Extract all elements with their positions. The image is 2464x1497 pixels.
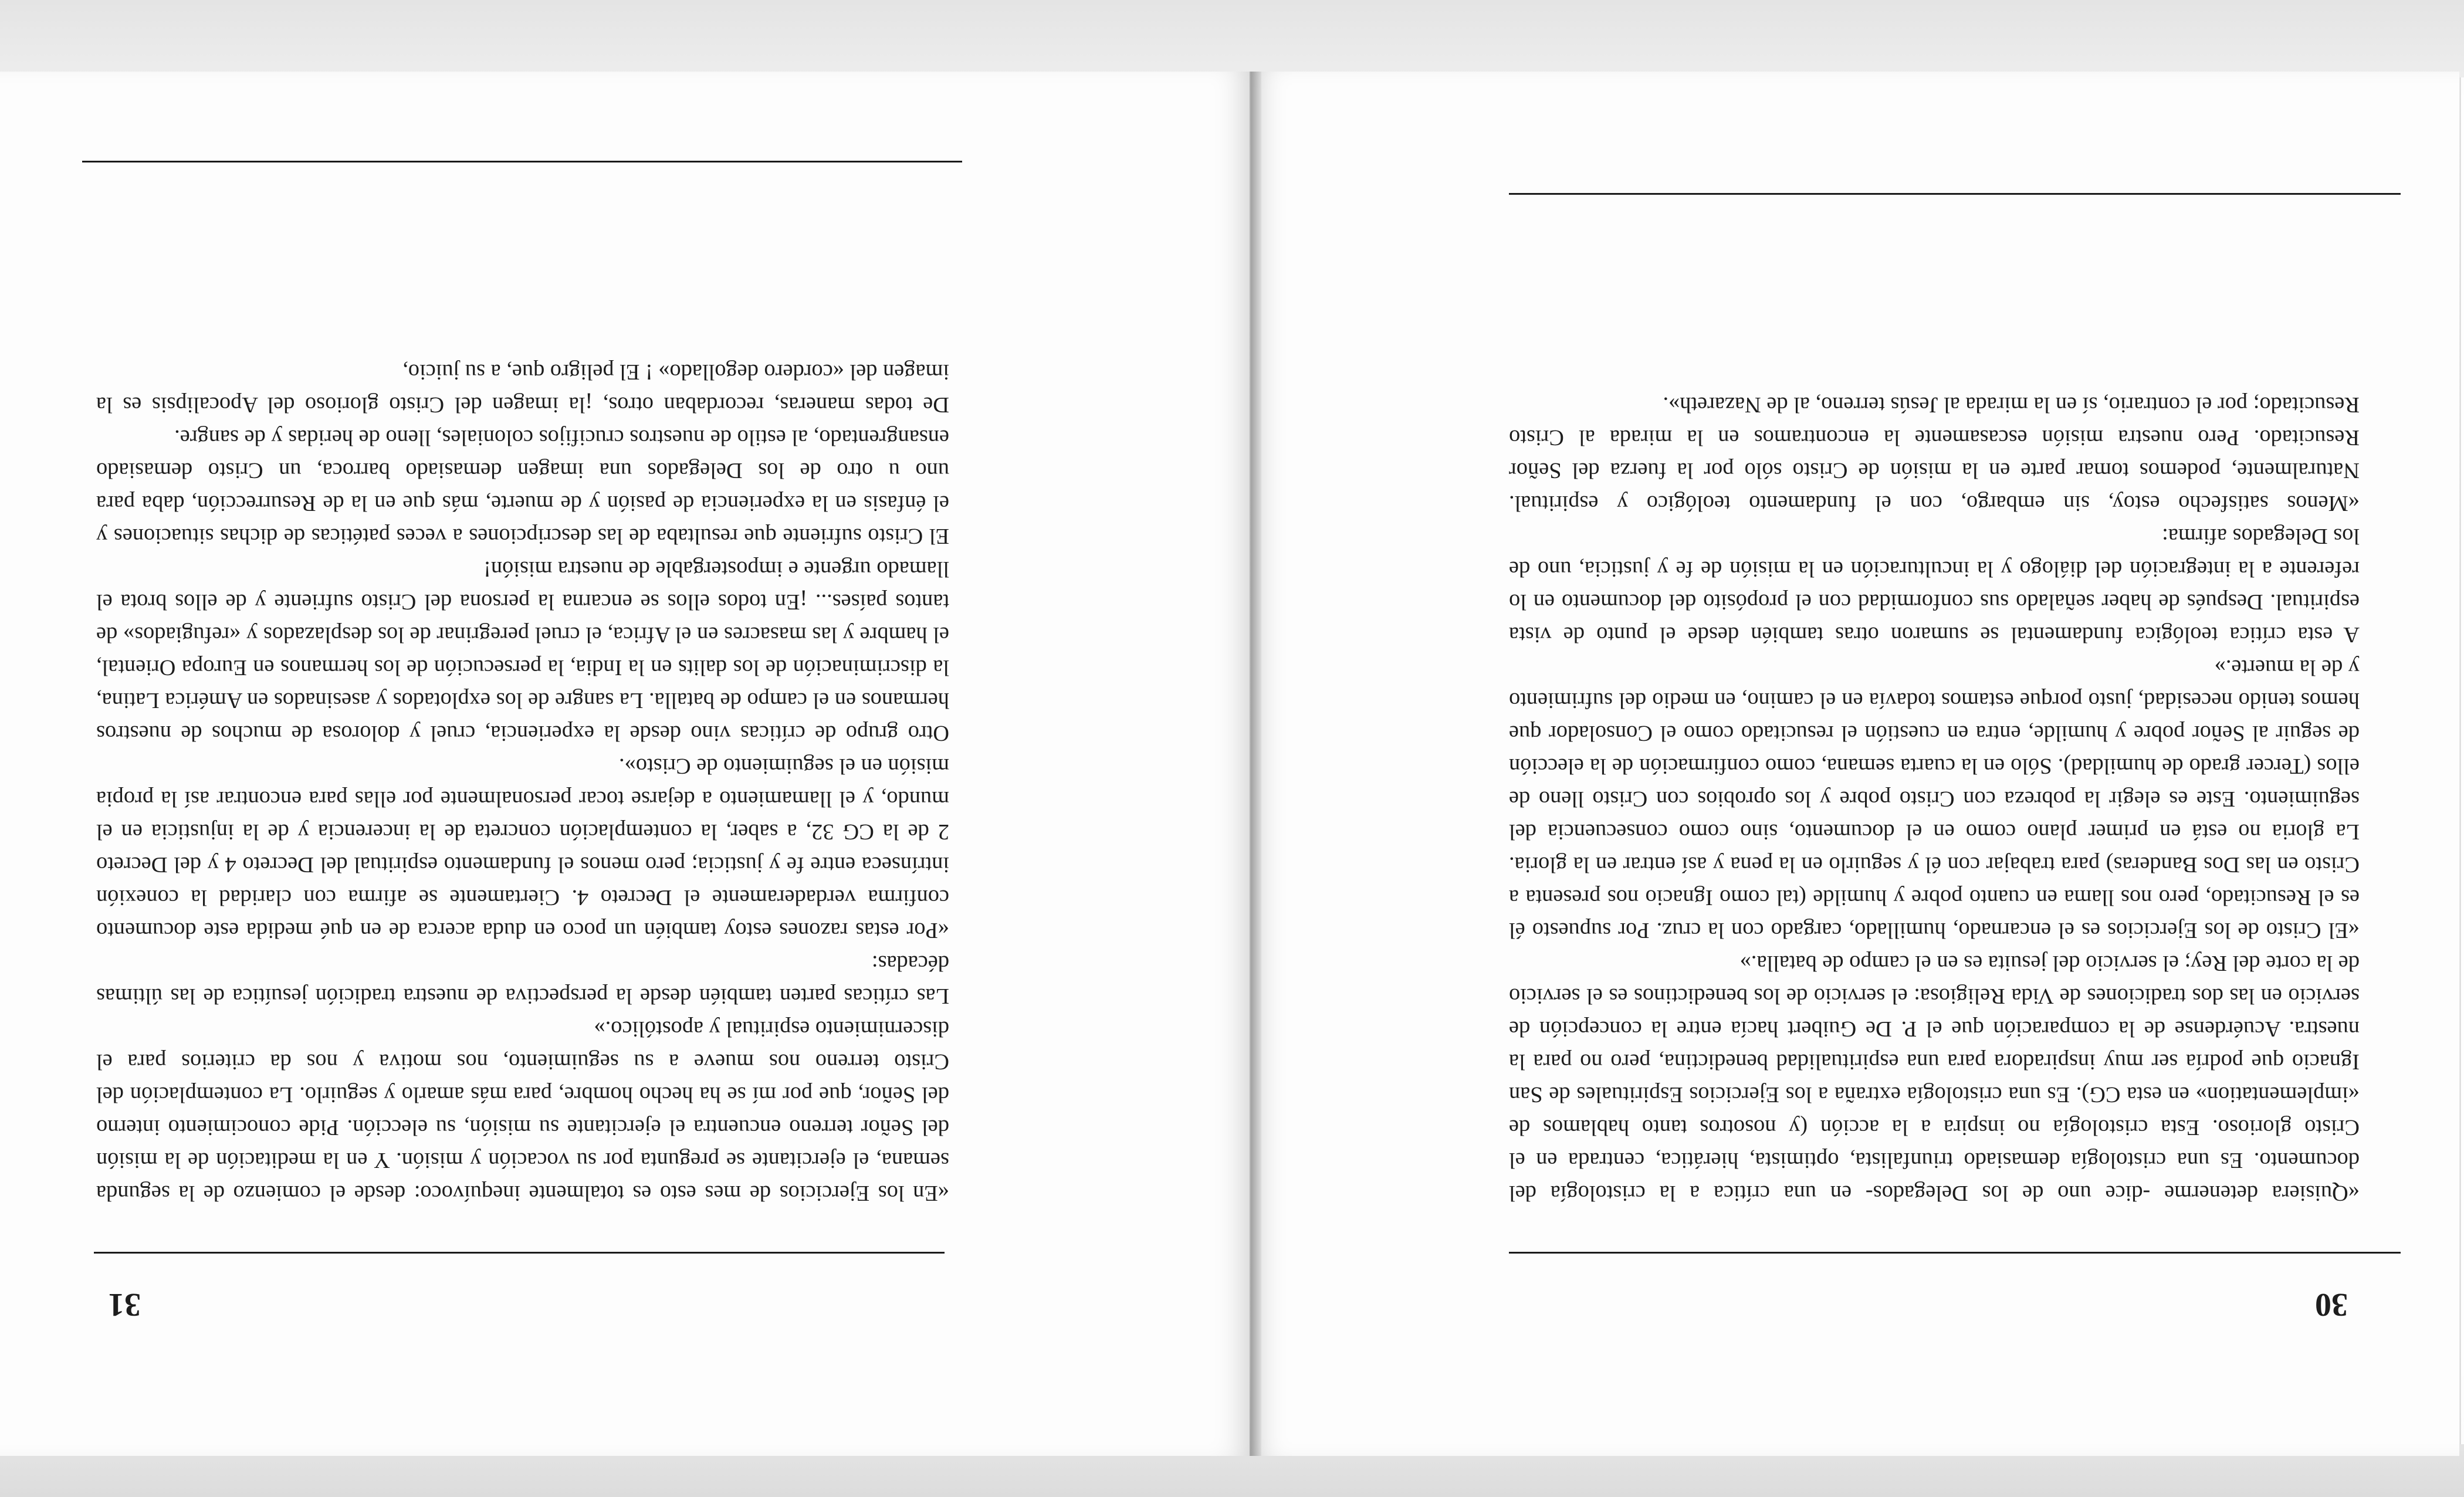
header-rule	[1509, 1252, 2401, 1254]
paragraph: «El Cristo de los Ejercicios es el encarnado, humillado, cargado con la cruz. Por supuesto él es el Resucitado, pero nos llama en cuanto pobre y humilde (tal como Ignacio nos presenta a Cristo en las Dos Banderas) para trabajar con él y seguirlo en la pena y así entrar en la gloria. La gloria no está en primer plano como en el documento, sino como consecuencia del seguimiento. Este es elegir la pobreza con Cristo pobre y los oprobios con Cristo lleno de ellos (Tercer grado de humildad). Sólo en la cuarta semana, como confirmación de la elección de seguir al Señor pobre y humilde, entra en cuestión el resucitado como el Consolador que hemos tenido necesidad, justo porque estamos todavía en el camino, en medio del sufrimiento y de la muerte.»	[1509, 655, 2360, 943]
body-text	[96, 355, 949, 1210]
footer-rule	[1509, 193, 2401, 195]
paragraph: «Por estas razones estoy también un poco en duda acerca de en qué medida este documento confirma verdaderamente el Decreto 4. Ciertamente se afirma con claridad la conexión intrínseca entre fe y justicia; pero menos el fundamento espiritual del Decreto 4 y del Decreto 2 de la CG 32, a saber, la contemplación concreta de la incerencia y de la injusticia en el mundo, y el llamamiento a dejarse tocar personalmente por ellas para encontrar así la propia misión en el seguimiento de Cristo».	[96, 754, 949, 943]
paragraph: «En los Ejercicios de mes esto es totalmente inequívoco: desde el comienzo de la segunda semana, el ejercitante se pregunta por su vocación y misión. Y en la meditación de la misión del Señor terreno encuentra el ejercitante su misión, su elección. Pide conocimiento interno del Señor, que por mí se ha hecho hombre, para más amarlo y seguirlo. La contemplación del Cristo terreno nos mueve a su seguimiento, nos motiva y nos da criterios para el discernimiento espiritual y apostólico.»	[96, 1017, 949, 1205]
right-page	[0, 72, 1250, 1456]
paragraph: «Quisiera detenerme -dice uno de los Delegados- en una crítica a la cristología del documento. Es una cristología demasiado triunfalista, optimista, hierática, centrada en el Cristo glorioso. Esta cristología no inspira a la acción (y nosotros tanto hablamos de «implementation» en esta CG). Es una cristología extraña a los Ejercicios Espirituales de San Ignacio que podría ser muy inspiradora para una espiritualidad benedictina, pero no para la nuestra. Acuérdense de la comparación que el P. De Guibert hacía entre la concepción de servicio en las dos tradiciones de Vida Religiosa: el servicio de los benedictinos es el servicio de la corte del Rey; el servicio del jesuita es en el campo de batalla.»	[1509, 951, 2360, 1205]
header-rule	[94, 1252, 945, 1254]
left-page	[1251, 72, 2459, 1456]
page-number: 30	[2315, 1286, 2348, 1323]
paragraph: De todas maneras, recordaban otros, ¡la imagen del Cristo glorioso del Apocalipsis es la imagen del «cordero degollado» ! El peligro que, a su juicio,	[96, 360, 949, 417]
paragraph: El Cristo sufriente que resultaba de las descripciones a veces patéticas de dichas situaciones y el énfasis en la experiencia de pasión y de muerte, más que en la de Resurrección, daba para uno u otro de los Delegados una imagen demasiado barroca, un Cristo demasiado ensangrentado, al estilo de nuestros crucifijos coloniales, lleno de heridas y de sangre.	[96, 425, 949, 548]
body-text	[1509, 388, 2360, 1210]
paragraph: Otro grupo de críticas vino desde la experiencia, cruel y dolorosa de muchos de nuestros hermanos en el campo de batalla. La sangre de los explotados y asesinados en América Latina, la discriminación de los dalits en la India, la persecución de los hermanos en Europa Oriental, el hambre y las masacres en el Africa, el cruel peregrinar de los desplazados y «refugiados» de tantos países... ¡En todos ellos se encarna la persona del Cristo sufriente y de ellos brota el llamado urgente e impostergable de nuestra misión!	[96, 557, 949, 746]
paragraph: Las críticas parten también desde la perspectiva de nuestra tradición jesuítica de las últimas décadas:	[96, 951, 949, 1008]
footer-rule	[82, 161, 962, 162]
paragraph: «Menos satisfecho estoy, sin embargo, con el fundamento teológico y espiritual. Naturalmente, podemos tomar parte en la misión de Cristo sólo por la fuerza del Señor Resucitado. Pero nuestra misión escasamente la encontramos en la mirada al Cristo Resucitado; por el contrario, sí en la mirada al Jesús terreno, al de Nazareth».	[1509, 392, 2360, 516]
paragraph: A esta crítica teológica fundamental se sumaron otras también desde el punto de vista espiritual. Después de haber señalado sus conformidad con el propósito del documento en lo referente a la integración del diálogo y la inculturación en la misión de fe y justicia, uno de los Delegados afirma:	[1509, 524, 2360, 647]
page-number: 31	[108, 1286, 141, 1323]
